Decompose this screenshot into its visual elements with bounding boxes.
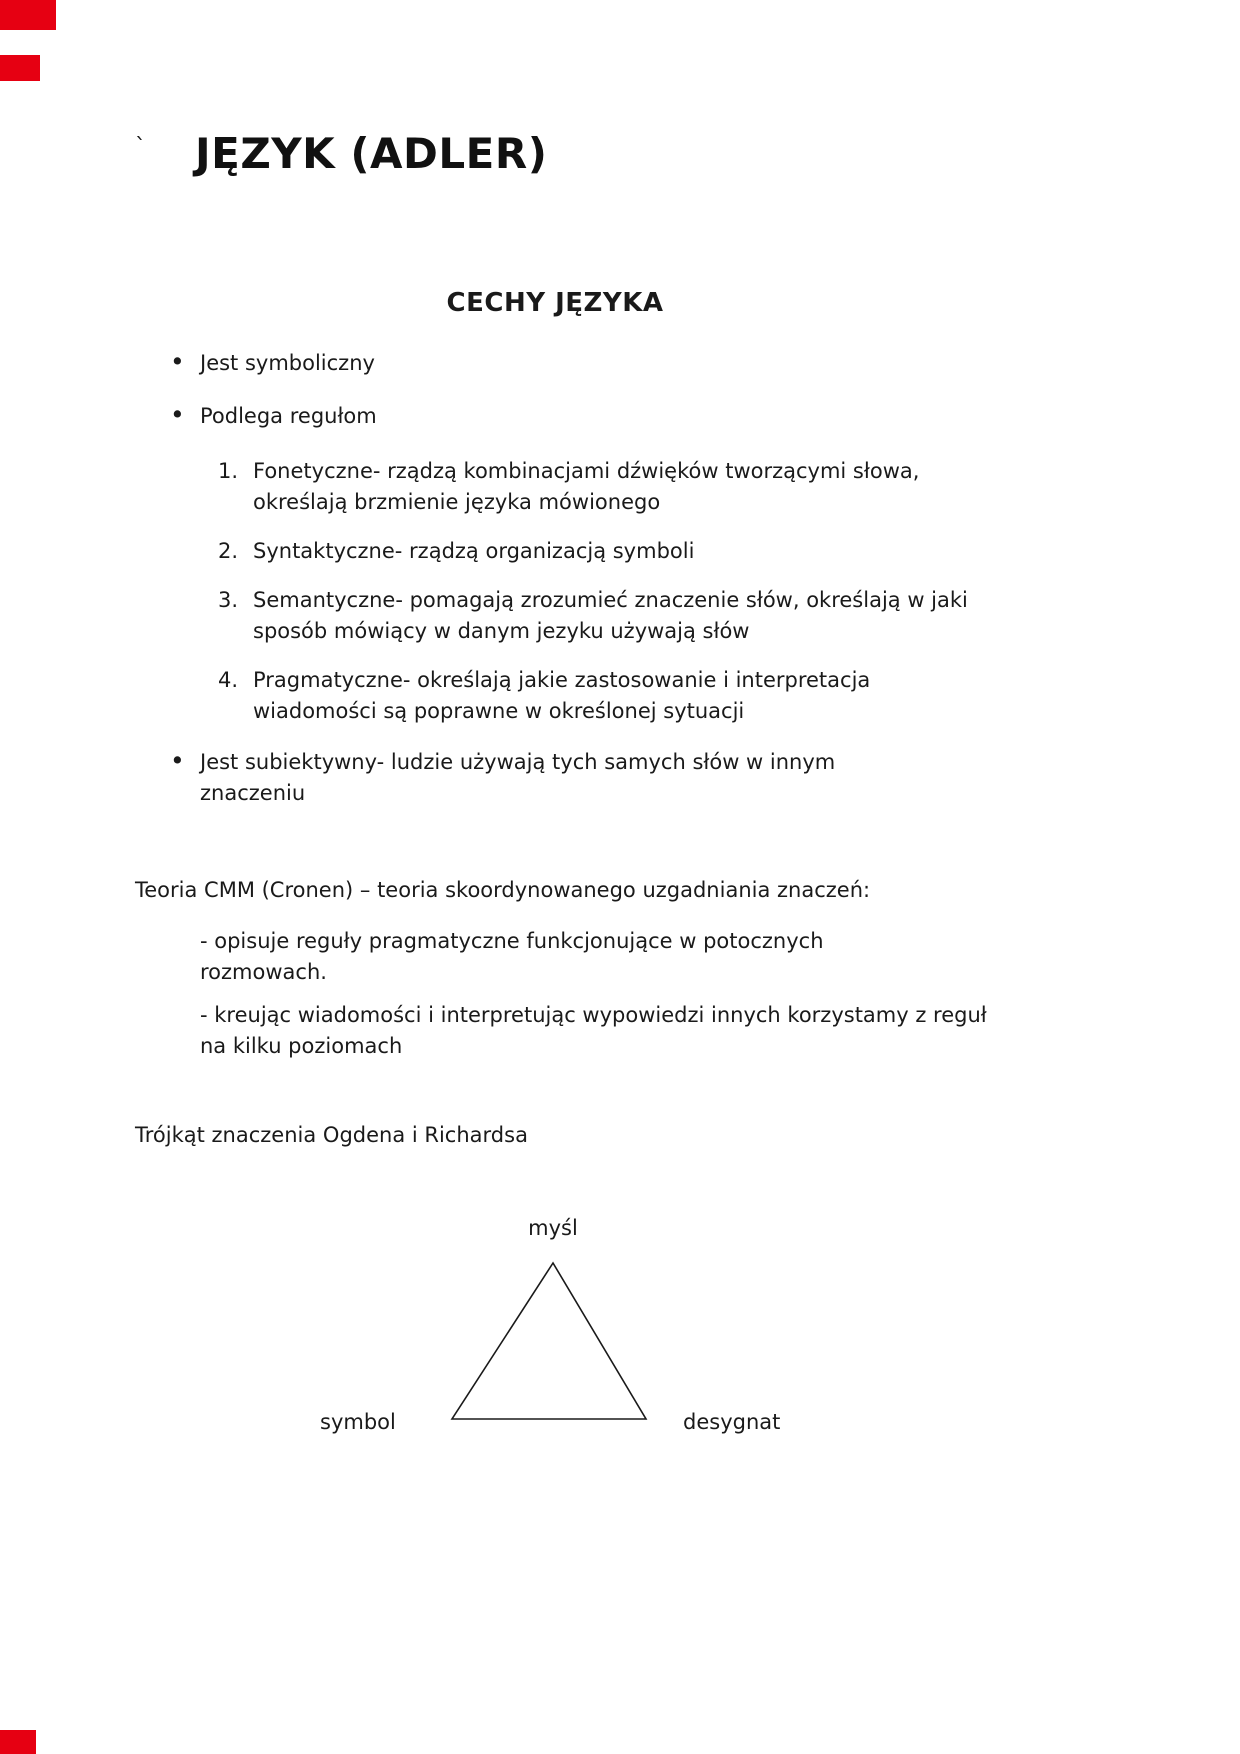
cmm-point-1: - opisuje reguły pragmatyczne funkcjonujące w potocznych rozmowach. bbox=[200, 929, 824, 984]
numbered-item-pragmatic bbox=[218, 665, 1105, 727]
bullet-item-rules bbox=[135, 401, 1105, 432]
triangle-label-designate: desygnat bbox=[683, 1410, 781, 1434]
numbered-item-text: Fonetyczne- rządzą kombinacjami dźwięków tworzącymi słowa, określają brzmienie języka mówionego bbox=[253, 459, 920, 514]
bullet-text: Jest subiektywny- ludzie używają tych samych słów w innym znaczeniu bbox=[200, 750, 836, 805]
title-row bbox=[135, 128, 1105, 180]
numbered-item-text: Semantyczne- pomagają zrozumieć znaczenie słów, określają w jaki sposób mówiący w danym jezyku używają słów bbox=[253, 588, 968, 643]
triangle-label-thought: myśl bbox=[528, 1216, 578, 1240]
numbered-item-number: 4. bbox=[218, 668, 239, 692]
stray-tick-mark: ` bbox=[135, 135, 146, 160]
numbered-item-semantic bbox=[218, 585, 1105, 647]
cmm-theory-heading: Teoria CMM (Cronen) – teoria skoordynowanego uzgadniania znaczeń: bbox=[135, 878, 871, 902]
triangle-shape bbox=[446, 1257, 660, 1425]
bullet-text: Podlega regułom bbox=[200, 404, 377, 428]
numbered-item-number: 3. bbox=[218, 588, 239, 612]
numbered-item-phonetic bbox=[218, 456, 1105, 518]
document-title: JĘZYK (ADLER) bbox=[195, 129, 548, 178]
meaning-triangle-diagram bbox=[135, 1151, 1105, 1491]
section-heading: CECHY JĘZYKA bbox=[446, 288, 664, 318]
bullet-text: Jest symboliczny bbox=[200, 351, 375, 375]
numbered-item-number: 2. bbox=[218, 539, 239, 563]
numbered-item-number: 1. bbox=[218, 459, 239, 483]
triangle-label-symbol: symbol bbox=[320, 1410, 396, 1434]
bullet-item-symbolic bbox=[135, 348, 1105, 379]
numbered-item-syntactic bbox=[218, 536, 1105, 567]
triangle-section-heading: Trójkąt znaczenia Ogdena i Richardsa bbox=[135, 1123, 528, 1147]
cmm-point-2: - kreując wiadomości i interpretując wypowiedzi innych korzystamy z reguł na kilku poziomach bbox=[200, 1003, 987, 1058]
bullet-item-subjective bbox=[135, 747, 900, 809]
numbered-item-text: Pragmatyczne- określają jakie zastosowanie i interpretacja wiadomości są poprawne w określonej sytuacji bbox=[253, 668, 871, 723]
numbered-item-text: Syntaktyczne- rządzą organizacją symboli bbox=[253, 539, 695, 563]
